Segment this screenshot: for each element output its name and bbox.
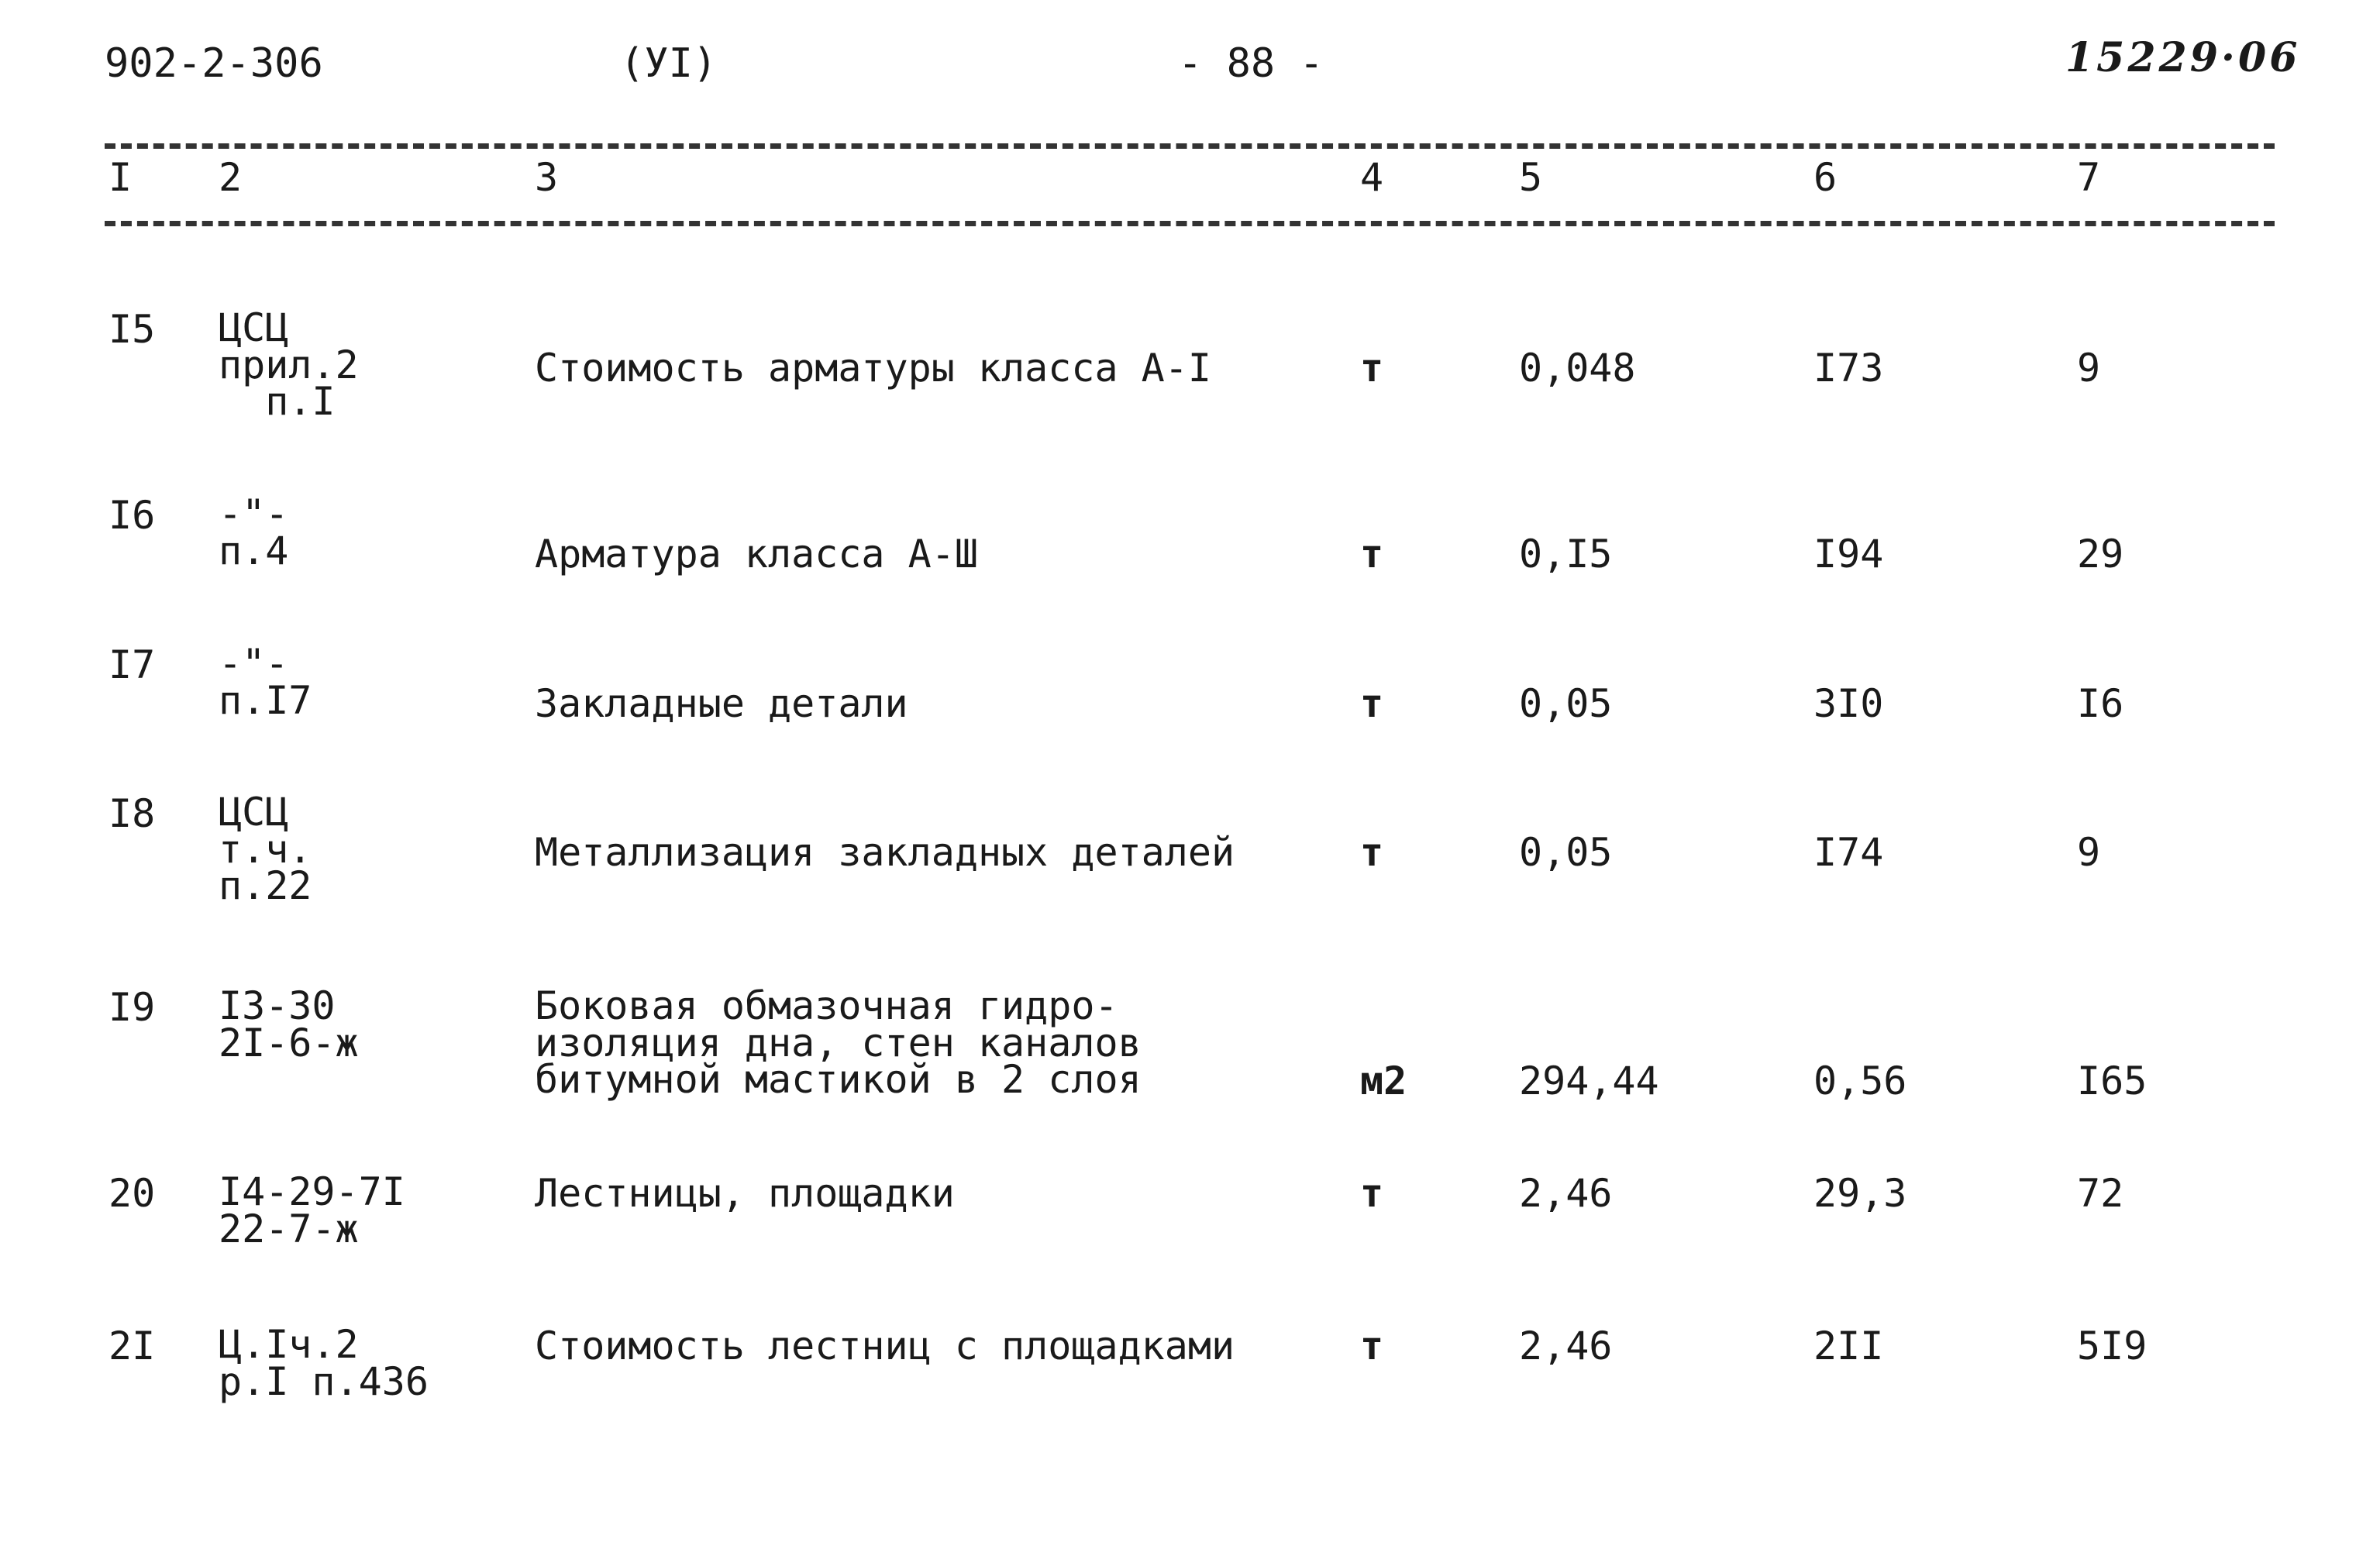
row-total: 5I9 bbox=[2077, 1324, 2148, 1368]
row-unit: м2 bbox=[1360, 1059, 1407, 1103]
column-header-4: 4 bbox=[1360, 155, 1384, 200]
header-top-rule bbox=[105, 143, 2275, 149]
reference-line: I4-29-7I bbox=[219, 1169, 405, 1214]
row-reference bbox=[219, 1169, 405, 1251]
row-reference bbox=[219, 983, 359, 1065]
reference-line: 22-7-ж bbox=[219, 1206, 359, 1251]
row-number: I6 bbox=[108, 493, 156, 538]
header-bottom-rule bbox=[105, 221, 2275, 226]
reference-line: -"- bbox=[219, 491, 289, 536]
row-description: Стоимость лестниц с площадками bbox=[535, 1324, 1235, 1368]
column-header-7: 7 bbox=[2077, 155, 2101, 200]
row-description: Металлизация закладных деталей bbox=[535, 830, 1235, 875]
row-quantity: 2,46 bbox=[1519, 1324, 1613, 1368]
reference-line: -"- bbox=[219, 641, 289, 686]
row-reference bbox=[219, 491, 289, 573]
row-reference bbox=[219, 790, 312, 908]
document-code: 902-2-306 bbox=[105, 40, 323, 87]
row-unit-price: I74 bbox=[1813, 830, 1884, 875]
row-unit: т bbox=[1360, 830, 1384, 875]
row-number: 20 bbox=[108, 1171, 156, 1216]
column-header-3: 3 bbox=[535, 155, 559, 200]
reference-line: т.ч. bbox=[219, 826, 312, 872]
description-line: изоляция дна, стен каналов bbox=[535, 1020, 1142, 1065]
row-total: I65 bbox=[2077, 1059, 2148, 1103]
row-total: 9 bbox=[2077, 346, 2101, 391]
reference-line: п.22 bbox=[219, 863, 312, 908]
row-number: I8 bbox=[108, 791, 156, 836]
row-unit-price: 2II bbox=[1813, 1324, 1884, 1368]
handwritten-reference: 15229·06 bbox=[2065, 34, 2301, 81]
row-reference bbox=[219, 641, 312, 723]
row-unit-price: I73 bbox=[1813, 346, 1884, 391]
row-unit-price: 0,56 bbox=[1813, 1059, 1907, 1103]
reference-line: р.I п.436 bbox=[219, 1358, 429, 1404]
page-number: - 88 - bbox=[1178, 40, 1324, 87]
reference-line: п.I bbox=[219, 379, 336, 424]
reference-line: Ц.Iч.2 bbox=[219, 1322, 359, 1367]
row-number: I5 bbox=[108, 307, 156, 352]
row-unit: т bbox=[1360, 681, 1384, 726]
reference-line: I3-30 bbox=[219, 983, 336, 1028]
column-header-2: 2 bbox=[219, 155, 243, 200]
row-total: 9 bbox=[2077, 830, 2101, 875]
row-reference bbox=[219, 305, 359, 424]
reference-line: прил.2 bbox=[219, 342, 359, 387]
row-total: I6 bbox=[2077, 681, 2124, 726]
column-header-6: 6 bbox=[1813, 155, 1838, 200]
reference-line: ЦСЦ bbox=[219, 305, 289, 350]
reference-line: п.I7 bbox=[219, 677, 312, 723]
row-description bbox=[535, 983, 1142, 1102]
row-description: Лестницы, площадки bbox=[535, 1171, 955, 1216]
reference-line: 2I-6-ж bbox=[219, 1020, 359, 1065]
reference-line: п.4 bbox=[219, 528, 289, 573]
row-unit: т bbox=[1360, 346, 1384, 391]
row-unit-price: 3I0 bbox=[1813, 681, 1884, 726]
row-unit-price: 29,3 bbox=[1813, 1171, 1907, 1216]
row-unit: т bbox=[1360, 1324, 1384, 1368]
row-description: Стоимость арматуры класса А-I bbox=[535, 346, 1211, 391]
row-quantity: 0,048 bbox=[1519, 346, 1636, 391]
row-quantity: 0,I5 bbox=[1519, 532, 1613, 577]
row-description: Арматура класса А-Ш bbox=[535, 532, 978, 577]
row-quantity: 294,44 bbox=[1519, 1059, 1659, 1103]
column-header-1: I bbox=[108, 155, 133, 200]
row-description: Закладные детали bbox=[535, 681, 908, 726]
row-total: 72 bbox=[2077, 1171, 2124, 1216]
column-header-5: 5 bbox=[1519, 155, 1543, 200]
row-unit: т bbox=[1360, 1171, 1384, 1216]
section-label: (УI) bbox=[620, 40, 718, 87]
row-total: 29 bbox=[2077, 532, 2124, 577]
row-quantity: 0,05 bbox=[1519, 681, 1613, 726]
row-quantity: 2,46 bbox=[1519, 1171, 1613, 1216]
row-reference bbox=[219, 1322, 429, 1404]
row-unit: т bbox=[1360, 532, 1384, 577]
row-quantity: 0,05 bbox=[1519, 830, 1613, 875]
description-line: битумной мастикой в 2 слоя bbox=[535, 1057, 1142, 1102]
row-number: 2I bbox=[108, 1324, 156, 1368]
row-number: I9 bbox=[108, 985, 156, 1030]
description-line: Боковая обмазочная гидро- bbox=[535, 983, 1118, 1028]
reference-line: ЦСЦ bbox=[219, 790, 289, 835]
row-number: I7 bbox=[108, 642, 156, 687]
row-unit-price: I94 bbox=[1813, 532, 1884, 577]
